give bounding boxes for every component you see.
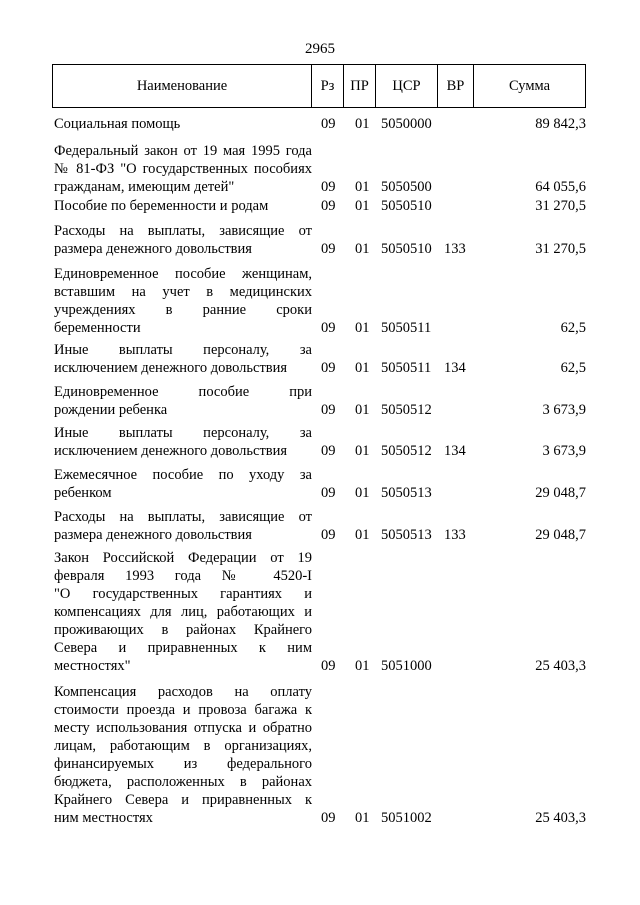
row-csr: 5050512	[381, 402, 432, 418]
row-name	[54, 265, 312, 337]
row-sum: 31 270,5	[535, 241, 586, 257]
row-vr: 134	[444, 360, 466, 376]
row-name-line: учреждениях в ранние сроки	[54, 302, 312, 318]
row-name-line: Единовременное пособие при	[54, 384, 312, 400]
row-name	[54, 683, 312, 827]
row-vr: 134	[444, 443, 466, 459]
row-rz: 09	[321, 527, 336, 543]
row-name-line: размера денежного довольствия	[54, 527, 252, 543]
table-row	[54, 197, 586, 215]
row-name-line: месту использования отпуска и обратно	[54, 720, 312, 736]
row-name	[54, 341, 312, 377]
header-vr: ВР	[438, 65, 474, 107]
row-name-line: Крайнего Севера и приравненных к	[54, 792, 312, 808]
row-name-line: ним местностях	[54, 810, 153, 826]
row-csr: 5050511	[381, 360, 432, 376]
row-name	[54, 197, 312, 215]
table-row	[54, 508, 586, 544]
row-name-line: беременности	[54, 320, 141, 336]
row-name-line: ребенком	[54, 485, 112, 501]
row-sum: 25 403,3	[535, 810, 586, 826]
row-name-line: стоимости проезда и провоза багажа к	[54, 702, 312, 718]
header-name: Наименование	[53, 65, 312, 107]
row-name-line: Иные выплаты персоналу, за	[54, 425, 312, 441]
row-name-line: Пособие по беременности и родам	[54, 198, 269, 214]
row-pr: 01	[355, 241, 370, 257]
row-pr: 01	[355, 527, 370, 543]
row-name-line: Иные выплаты персоналу, за	[54, 342, 312, 358]
row-rz: 09	[321, 116, 336, 132]
row-sum: 29 048,7	[535, 527, 586, 543]
row-name-line: исключением денежного довольствия	[54, 443, 288, 459]
row-sum: 25 403,3	[535, 658, 586, 674]
row-name	[54, 424, 312, 460]
table-row	[54, 549, 586, 675]
row-pr: 01	[355, 402, 370, 418]
header-csr: ЦСР	[376, 65, 438, 107]
row-sum: 62,5	[560, 360, 586, 376]
row-csr: 5051002	[381, 810, 432, 826]
row-rz: 09	[321, 198, 336, 214]
table-row	[54, 142, 586, 196]
row-name	[54, 383, 312, 419]
row-rz: 09	[321, 443, 336, 459]
row-name	[54, 549, 312, 675]
row-name-line: февраля 1993 года № 4520-I	[54, 568, 312, 584]
row-pr: 01	[355, 198, 370, 214]
row-csr: 5051000	[381, 658, 432, 674]
header-rz: Рз	[312, 65, 344, 107]
row-rz: 09	[321, 402, 336, 418]
row-pr: 01	[355, 485, 370, 501]
row-name-line: бюджета, расположенных в районах	[54, 774, 312, 790]
page-number: 2965	[305, 41, 335, 57]
row-pr: 01	[355, 179, 370, 195]
row-rz: 09	[321, 485, 336, 501]
row-rz: 09	[321, 179, 336, 195]
table-row	[54, 341, 586, 377]
row-sum: 3 673,9	[542, 443, 586, 459]
row-name	[54, 222, 312, 258]
row-vr: 133	[444, 527, 466, 543]
row-name-line: "О государственных гарантиях и	[54, 586, 312, 602]
row-name-line: вставшим на учет в медицинских	[54, 284, 312, 300]
row-pr: 01	[355, 658, 370, 674]
row-name-line: Федеральный закон от 19 мая 1995 года	[54, 143, 312, 159]
header-pr: ПР	[344, 65, 376, 107]
row-name-line: Компенсация расходов на оплату	[54, 684, 312, 700]
row-name-line: исключением денежного довольствия	[54, 360, 288, 376]
table-row	[54, 683, 586, 827]
table-row	[54, 424, 586, 460]
row-name-line: Социальная помощь	[54, 116, 181, 132]
row-rz: 09	[321, 810, 336, 826]
row-sum: 3 673,9	[542, 402, 586, 418]
row-name-line: Расходы на выплаты, зависящие от	[54, 509, 312, 525]
row-name-line: размера денежного довольствия	[54, 241, 252, 257]
row-csr: 5050511	[381, 320, 432, 336]
row-pr: 01	[355, 360, 370, 376]
row-sum: 62,5	[560, 320, 586, 336]
row-rz: 09	[321, 658, 336, 674]
header-sum: Сумма	[508, 78, 551, 94]
row-pr: 01	[355, 116, 370, 132]
row-name	[54, 466, 312, 502]
row-csr: 5050512	[381, 443, 432, 459]
row-csr: 5050500	[381, 179, 432, 195]
table-row	[54, 115, 586, 133]
row-name-line: местностях"	[54, 658, 131, 674]
row-name	[54, 142, 312, 196]
row-name-line: рождении ребенка	[54, 402, 168, 418]
row-name-line: Расходы на выплаты, зависящие от	[54, 223, 312, 239]
row-rz: 09	[321, 320, 336, 336]
row-sum: 64 055,6	[535, 179, 586, 195]
row-pr: 01	[355, 810, 370, 826]
row-name-line: Закон Российской Федерации от 19	[54, 550, 312, 566]
row-csr: 5050513	[381, 527, 432, 543]
table-row	[54, 383, 586, 419]
row-name	[54, 115, 312, 133]
row-name-line: гражданам, имеющим детей"	[54, 179, 235, 195]
row-pr: 01	[355, 443, 370, 459]
table-row	[54, 466, 586, 502]
row-name-line: проживающих в районах Крайнего	[54, 622, 312, 638]
row-name-line: № 81-ФЗ "О государственных пособиях	[54, 161, 312, 177]
row-rz: 09	[321, 360, 336, 376]
row-name-line: лицам, работающим в организациях,	[54, 738, 312, 754]
row-sum: 31 270,5	[535, 198, 586, 214]
row-pr: 01	[355, 320, 370, 336]
row-csr: 5050510	[381, 241, 432, 257]
table-row	[54, 222, 586, 258]
row-name-line: Севера и приравненных к ним	[54, 640, 312, 656]
row-csr: 5050000	[381, 116, 432, 132]
row-csr: 5050513	[381, 485, 432, 501]
row-rz: 09	[321, 241, 336, 257]
row-sum: 89 842,3	[535, 116, 586, 132]
row-name	[54, 508, 312, 544]
row-name-line: финансируемых из федерального	[54, 756, 312, 772]
table-header	[52, 64, 586, 108]
row-name-line: компенсациях для лиц, работающих и	[54, 604, 312, 620]
row-vr: 133	[444, 241, 466, 257]
row-name-line: Единовременное пособие женщинам,	[54, 266, 312, 282]
row-sum: 29 048,7	[535, 485, 586, 501]
row-csr: 5050510	[381, 198, 432, 214]
row-name-line: Ежемесячное пособие по уходу за	[54, 467, 312, 483]
table-row	[54, 265, 586, 337]
